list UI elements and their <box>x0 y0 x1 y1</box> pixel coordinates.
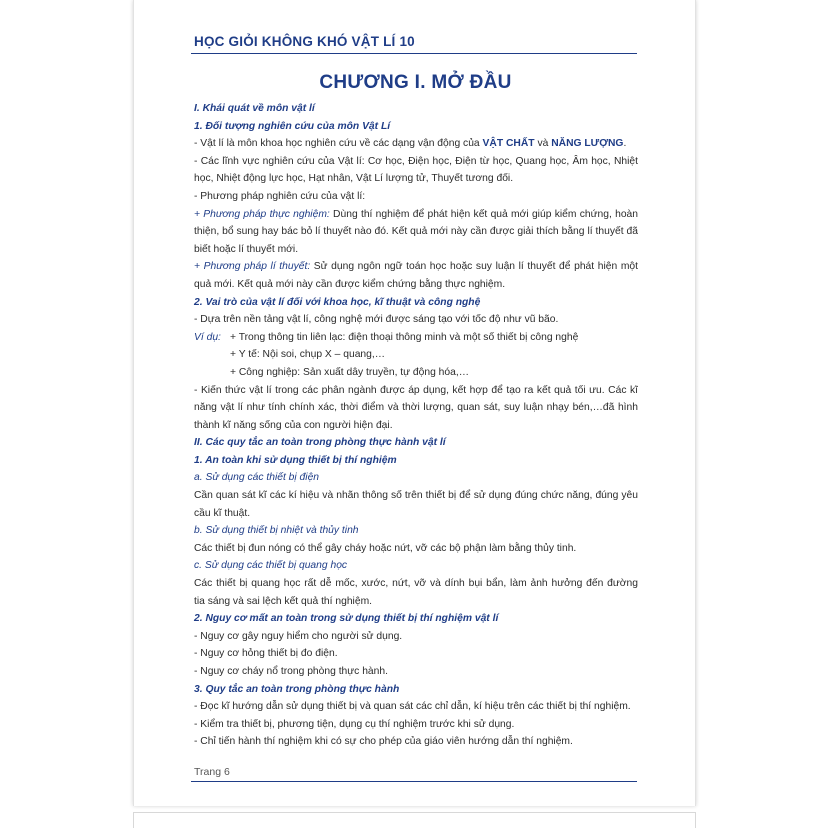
next-page-edge <box>133 812 696 828</box>
paragraph-line: - Nguy cơ gây nguy hiểm cho người sử dụng. <box>194 630 403 642</box>
paragraph-line: cầu kĩ thuật. <box>194 507 251 519</box>
text-run: + Trong thông tin liên lạc: điện thoại thông minh và một số thiết bị công nghệ <box>230 331 579 343</box>
highlight-text: VẬT CHẤT <box>482 138 535 150</box>
subsection-heading: 2. Vai trò của vật lí đối với khoa học, kĩ thuật và công nghệ <box>194 296 481 308</box>
highlight-text: NĂNG LƯỢNG <box>551 138 624 150</box>
paragraph-line: - Nguy cơ cháy nổ trong phòng thực hành. <box>194 666 388 677</box>
method-label: + Phương pháp thực nghiệm: <box>194 208 330 220</box>
item-heading: c. Sử dụng các thiết bị quang học <box>194 560 348 572</box>
item-heading: a. Sử dụng các thiết bị điện <box>194 472 320 484</box>
example-line: + Y tế: Nội soi, chụp X – quang,… <box>230 349 386 361</box>
paragraph-line: biết hoặc lí thuyết mới. <box>194 243 299 255</box>
item-heading: b. Sử dụng thiết bị nhiệt và thủy tinh <box>194 525 359 537</box>
text-run: và <box>534 138 552 150</box>
book-title: HỌC GIỎI KHÔNG KHÓ VẬT LÍ 10 <box>194 34 415 49</box>
paragraph-line: tia sáng và sai lệch kết quả thí nghiệm. <box>194 595 373 607</box>
section-heading: II. Các quy tắc an toàn trong phòng thực hành vật lí <box>194 437 446 449</box>
subsection-heading: 2. Nguy cơ mất an toàn trong sử dụng thiết bị thí nghiệm vật lí <box>194 613 499 625</box>
subsection-heading: 1. Đối tượng nghiên cứu của môn Vật Lí <box>194 120 391 132</box>
paragraph-line: - Dựa trên nền tảng vật lí, công nghệ mới được sáng tạo với tốc độ như vũ bão. <box>194 314 559 326</box>
paragraph-line: - Đọc kĩ hướng dẫn sử dụng thiết bị và quan sát các chỉ dẫn, kí hiệu trên các thiết bị thí nghiệm. <box>194 701 631 713</box>
footer-divider <box>191 781 637 782</box>
example-line <box>194 329 638 347</box>
background-right <box>696 0 828 828</box>
subsection-heading: 3. Quy tắc an toàn trong phòng thực hành <box>194 683 400 695</box>
text-run: Dùng thí nghiệm để phát hiện kết quả mới giúp kiểm chứng, hoàn <box>329 208 638 220</box>
example-line: + Công nghiệp: Sản xuất dây truyền, tự động hóa,… <box>230 366 470 378</box>
paragraph-line: Cần quan sát kĩ các kí hiệu và nhãn thông số trên thiết bị để sử dụng đúng chức năng, đúng yêu <box>194 490 638 502</box>
paragraph-line <box>194 135 638 153</box>
paragraph-line: - Kiểm tra thiết bị, phương tiện, dụng cụ thí nghiệm trước khi sử dụng. <box>194 718 515 730</box>
text-run: - Vật lí là môn khoa học nghiên cứu về các dạng vận động của <box>194 138 483 150</box>
document-body <box>194 100 638 751</box>
paragraph-line: thành kĩ năng sống của con người hiện đại. <box>194 419 393 431</box>
background-left <box>0 0 133 828</box>
header-divider <box>191 53 637 54</box>
example-label: Ví dụ: <box>194 331 221 343</box>
paragraph-line: - Các lĩnh vực nghiên cứu của Vật lí: Cơ học, Điện học, Điện từ học, Quang học, Âm học, Nhiệt <box>194 155 638 167</box>
text-run: Sử dụng ngôn ngữ toán học hoặc suy luận lí thuyết để phát hiện một <box>313 261 638 273</box>
paragraph-line: - Nguy cơ hỏng thiết bị đo điện. <box>194 648 338 660</box>
paragraph-line: Các thiết bị quang học rất dễ mốc, xước, nứt, vỡ và dính bụi bẩn, làm ảnh hưởng đến đường <box>194 578 638 590</box>
text-run: . <box>623 138 627 150</box>
page-number: Trang 6 <box>194 766 230 778</box>
section-heading: I. Khái quát về môn vật lí <box>194 103 315 114</box>
document-page <box>133 0 696 806</box>
paragraph-line <box>194 206 638 224</box>
paragraph-line: thiện, bổ sung hay bác bỏ lí thuyết nào đó. Kết quả mới này cần được giải thích bằng lí thuyết đã <box>194 226 638 238</box>
paragraph-line: - Phương pháp nghiên cứu của vật lí: <box>194 190 366 202</box>
paragraph-line <box>194 258 638 276</box>
paragraph-line: Các thiết bị đun nóng có thể gây cháy hoặc nứt, vỡ các bộ phận làm bằng thủy tinh. <box>194 542 577 554</box>
paragraph-line: năng vật lí như tính chính xác, thời điểm và thời lượng, quan sát, suy luận nhạy bén,…đã hình <box>194 402 638 414</box>
paragraph-line: - Kiến thức vật lí trong các phân ngành được áp dụng, kết hợp để tạo ra kết quả tối ưu. Các kĩ <box>194 384 638 396</box>
method-label: + Phương pháp lí thuyết: <box>194 261 311 273</box>
chapter-title: CHƯƠNG I. MỞ ĐẦU <box>319 72 512 93</box>
paragraph-line: học, Nhiệt động lực học, Hạt nhân, Vật Lí lượng tử, Thuyết tương đối. <box>194 173 514 185</box>
paragraph-line: quả mới. Kết quả mới này cần được kiểm chứng bằng thực nghiệm. <box>194 278 506 290</box>
subsection-heading: 1. An toàn khi sử dụng thiết bị thí nghiệm <box>194 454 397 466</box>
paragraph-line: - Chỉ tiến hành thí nghiệm khi có sự cho phép của giáo viên hướng dẫn thí nghiệm. <box>194 736 573 748</box>
